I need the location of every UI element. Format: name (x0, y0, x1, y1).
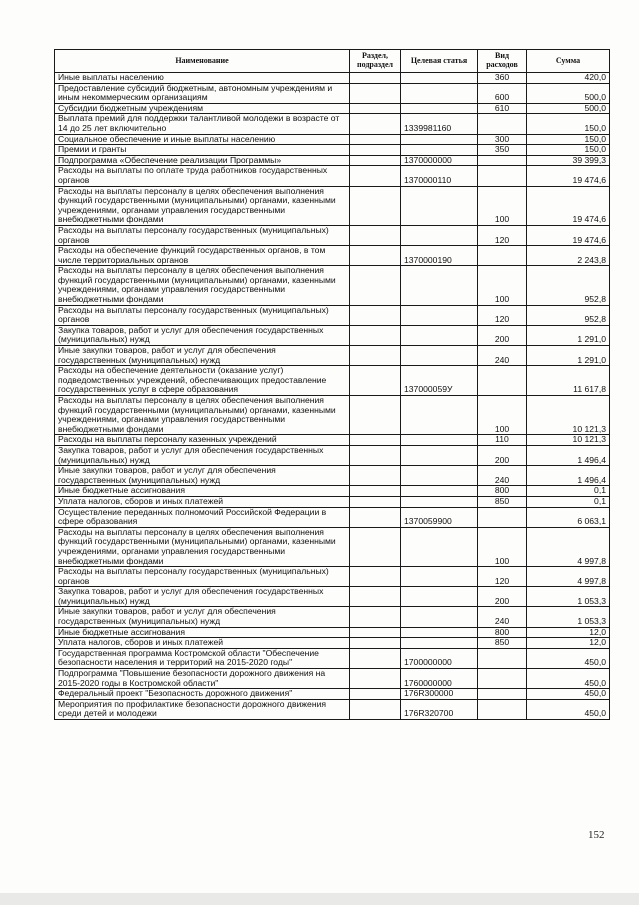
table-row (55, 73, 610, 84)
row-sum-cell: 19 474,6 (527, 166, 610, 186)
row-section-cell (350, 496, 401, 507)
row-section-cell (350, 225, 401, 245)
row-target-cell (401, 567, 478, 587)
row-sum-cell: 19 474,6 (527, 186, 610, 225)
row-type-cell (478, 114, 527, 134)
row-type-cell (478, 689, 527, 700)
row-sum-cell: 4 997,8 (527, 567, 610, 587)
scan-bottom-edge (0, 893, 639, 905)
table-row (55, 396, 610, 435)
row-sum-cell: 150,0 (527, 114, 610, 134)
table-row (55, 366, 610, 396)
row-name-cell: Закупка товаров, работ и услуг для обеспечения государственных (муниципальных) нужд (55, 587, 350, 607)
table-row (55, 155, 610, 166)
row-name-cell: Закупка товаров, работ и услуг для обеспечения государственных (муниципальных) нужд (55, 325, 350, 345)
row-name-cell: Расходы на выплаты персоналу в целях обеспечения выполнения функций государственными (муниципальными) органами, казенными учреждениями, органами управления государственными внебюджетными фондами (55, 527, 350, 566)
table-row (55, 587, 610, 607)
table-header-row (55, 50, 610, 73)
table-row (55, 627, 610, 638)
row-type-cell: 100 (478, 186, 527, 225)
row-section-cell (350, 527, 401, 566)
row-target-cell (401, 186, 478, 225)
row-type-cell: 360 (478, 73, 527, 84)
header-sum: Сумма (527, 50, 610, 73)
row-target-cell (401, 103, 478, 114)
row-section-cell (350, 445, 401, 465)
row-target-cell (401, 225, 478, 245)
row-sum-cell: 0,1 (527, 496, 610, 507)
row-section-cell (350, 155, 401, 166)
row-type-cell: 610 (478, 103, 527, 114)
row-name-cell: Осуществление переданных полномочий Российской Федерации в сфере образования (55, 507, 350, 527)
row-sum-cell: 39 399,3 (527, 155, 610, 166)
row-target-cell: 176R320700 (401, 699, 478, 719)
row-target-cell: 137000059У (401, 366, 478, 396)
row-type-cell: 100 (478, 527, 527, 566)
row-sum-cell: 500,0 (527, 83, 610, 103)
row-sum-cell: 12,0 (527, 638, 610, 649)
table-row (55, 246, 610, 266)
row-type-cell: 120 (478, 225, 527, 245)
row-type-cell: 120 (478, 305, 527, 325)
row-type-cell: 110 (478, 435, 527, 446)
row-section-cell (350, 103, 401, 114)
row-sum-cell: 450,0 (527, 669, 610, 689)
row-section-cell (350, 669, 401, 689)
row-section-cell (350, 166, 401, 186)
row-target-cell (401, 83, 478, 103)
row-type-cell (478, 507, 527, 527)
row-type-cell: 240 (478, 346, 527, 366)
row-sum-cell: 420,0 (527, 73, 610, 84)
row-section-cell (350, 627, 401, 638)
header-section: Раздел, подраздел (350, 50, 401, 73)
table-row (55, 607, 610, 627)
row-type-cell: 200 (478, 445, 527, 465)
row-target-cell (401, 346, 478, 366)
row-name-cell: Субсидии бюджетным учреждениям (55, 103, 350, 114)
row-section-cell (350, 648, 401, 668)
row-sum-cell: 10 121,3 (527, 396, 610, 435)
table-row (55, 638, 610, 649)
row-section-cell (350, 305, 401, 325)
row-sum-cell: 1 496,4 (527, 445, 610, 465)
row-name-cell: Иные закупки товаров, работ и услуг для обеспечения государственных (муниципальных) нужд (55, 346, 350, 366)
row-type-cell (478, 166, 527, 186)
row-name-cell: Расходы на выплаты персоналу государственных (муниципальных) органов (55, 225, 350, 245)
row-name-cell: Иные бюджетные ассигнования (55, 486, 350, 497)
row-sum-cell: 1 053,3 (527, 587, 610, 607)
row-sum-cell: 6 063,1 (527, 507, 610, 527)
row-name-cell: Мероприятия по профилактике безопасности дорожного движения среди детей и молодежи (55, 699, 350, 719)
row-sum-cell: 1 496,4 (527, 466, 610, 486)
table-row (55, 114, 610, 134)
table-row (55, 83, 610, 103)
row-target-cell: 1760000000 (401, 669, 478, 689)
row-name-cell: Расходы на выплаты по оплате труда работников государственных органов (55, 166, 350, 186)
row-name-cell: Подпрограмма «Обеспечение реализации Программы» (55, 155, 350, 166)
row-name-cell: Подпрограмма "Повышение безопасности дорожного движения на 2015-2020 годы в Костромской области" (55, 669, 350, 689)
row-sum-cell: 10 121,3 (527, 435, 610, 446)
row-target-cell (401, 73, 478, 84)
row-name-cell: Государственная программа Костромской области "Обеспечение безопасности населения и территорий на 2015-2020 годы" (55, 648, 350, 668)
row-sum-cell: 4 997,8 (527, 527, 610, 566)
row-section-cell (350, 186, 401, 225)
row-section-cell (350, 466, 401, 486)
row-target-cell (401, 486, 478, 497)
table-body (55, 73, 610, 720)
row-type-cell: 100 (478, 266, 527, 305)
row-type-cell: 800 (478, 486, 527, 497)
row-type-cell: 240 (478, 607, 527, 627)
budget-table (54, 49, 610, 720)
row-target-cell (401, 638, 478, 649)
row-target-cell (401, 607, 478, 627)
row-sum-cell: 500,0 (527, 103, 610, 114)
table-row (55, 186, 610, 225)
row-type-cell: 100 (478, 396, 527, 435)
row-sum-cell: 952,8 (527, 266, 610, 305)
row-sum-cell: 450,0 (527, 689, 610, 700)
header-target: Целевая статья (401, 50, 478, 73)
row-type-cell: 600 (478, 83, 527, 103)
table-row (55, 669, 610, 689)
row-section-cell (350, 435, 401, 446)
row-name-cell: Социальное обеспечение и иные выплаты населению (55, 134, 350, 145)
row-type-cell (478, 246, 527, 266)
table-row (55, 325, 610, 345)
row-name-cell: Выплата премий для поддержки талантливой молодежи в возрасте от 14 до 25 лет включительно (55, 114, 350, 134)
row-name-cell: Уплата налогов, сборов и иных платежей (55, 638, 350, 649)
row-target-cell: 1370000110 (401, 166, 478, 186)
row-name-cell: Расходы на выплаты персоналу в целях обеспечения выполнения функций государственными (муниципальными) органами, казенными учреждениями, органами управления государственными внебюджетными фондами (55, 186, 350, 225)
row-type-cell (478, 366, 527, 396)
row-target-cell (401, 134, 478, 145)
table-row (55, 527, 610, 566)
row-type-cell: 300 (478, 134, 527, 145)
row-type-cell: 850 (478, 638, 527, 649)
table-row (55, 648, 610, 668)
row-target-cell (401, 587, 478, 607)
row-sum-cell: 150,0 (527, 145, 610, 156)
row-target-cell (401, 466, 478, 486)
table-row (55, 445, 610, 465)
row-sum-cell: 450,0 (527, 648, 610, 668)
row-sum-cell: 1 053,3 (527, 607, 610, 627)
row-section-cell (350, 346, 401, 366)
row-target-cell (401, 325, 478, 345)
row-type-cell: 800 (478, 627, 527, 638)
table-row (55, 699, 610, 719)
row-section-cell (350, 266, 401, 305)
page-number: 152 (588, 829, 605, 841)
row-name-cell: Уплата налогов, сборов и иных платежей (55, 496, 350, 507)
row-name-cell: Расходы на обеспечение функций государственных органов, в том числе территориальных органов (55, 246, 350, 266)
table-row (55, 103, 610, 114)
row-target-cell (401, 527, 478, 566)
row-sum-cell: 19 474,6 (527, 225, 610, 245)
row-type-cell (478, 699, 527, 719)
table-row (55, 496, 610, 507)
row-section-cell (350, 587, 401, 607)
table-row (55, 567, 610, 587)
table-row (55, 305, 610, 325)
row-type-cell: 120 (478, 567, 527, 587)
row-name-cell: Расходы на выплаты персоналу казенных учреждений (55, 435, 350, 446)
row-name-cell: Иные закупки товаров, работ и услуг для обеспечения государственных (муниципальных) нужд (55, 607, 350, 627)
row-target-cell (401, 496, 478, 507)
row-section-cell (350, 507, 401, 527)
row-target-cell: 1370000000 (401, 155, 478, 166)
row-target-cell (401, 266, 478, 305)
row-target-cell (401, 396, 478, 435)
row-name-cell: Расходы на выплаты персоналу в целях обеспечения выполнения функций государственными (муниципальными) органами, казенными учреждениями, органами управления государственными внебюджетными фондами (55, 266, 350, 305)
table-row (55, 134, 610, 145)
header-name: Наименование (55, 50, 350, 73)
table-row (55, 486, 610, 497)
row-section-cell (350, 366, 401, 396)
table-row (55, 466, 610, 486)
row-target-cell (401, 445, 478, 465)
row-sum-cell: 450,0 (527, 699, 610, 719)
row-section-cell (350, 145, 401, 156)
row-sum-cell: 1 291,0 (527, 325, 610, 345)
table-row (55, 266, 610, 305)
row-sum-cell: 2 243,8 (527, 246, 610, 266)
table-row (55, 166, 610, 186)
row-section-cell (350, 567, 401, 587)
row-name-cell: Расходы на выплаты персоналу государственных (муниципальных) органов (55, 567, 350, 587)
row-type-cell: 350 (478, 145, 527, 156)
row-section-cell (350, 486, 401, 497)
row-target-cell (401, 305, 478, 325)
row-section-cell (350, 396, 401, 435)
table-row (55, 225, 610, 245)
row-section-cell (350, 246, 401, 266)
row-target-cell: 1370059900 (401, 507, 478, 527)
row-name-cell: Предоставление субсидий бюджетным, автономным учреждениям и иным некоммерческим организациям (55, 83, 350, 103)
row-section-cell (350, 83, 401, 103)
row-section-cell (350, 325, 401, 345)
row-target-cell: 1339981160 (401, 114, 478, 134)
row-sum-cell: 11 617,8 (527, 366, 610, 396)
row-name-cell: Закупка товаров, работ и услуг для обеспечения государственных (муниципальных) нужд (55, 445, 350, 465)
row-sum-cell: 0,1 (527, 486, 610, 497)
row-section-cell (350, 114, 401, 134)
row-type-cell (478, 155, 527, 166)
row-section-cell (350, 607, 401, 627)
row-section-cell (350, 689, 401, 700)
table-row (55, 435, 610, 446)
row-name-cell: Расходы на выплаты персоналу государственных (муниципальных) органов (55, 305, 350, 325)
table-row (55, 689, 610, 700)
row-sum-cell: 1 291,0 (527, 346, 610, 366)
row-target-cell (401, 145, 478, 156)
table-row (55, 346, 610, 366)
row-type-cell: 200 (478, 587, 527, 607)
row-type-cell: 850 (478, 496, 527, 507)
row-section-cell (350, 73, 401, 84)
row-name-cell: Расходы на обеспечение деятельности (оказание услуг) подведомственных учреждений, обеспечивающих предоставление государственных услуг в сфере образования (55, 366, 350, 396)
row-type-cell: 200 (478, 325, 527, 345)
row-target-cell: 1370000190 (401, 246, 478, 266)
header-expense-type: Вид расходов (478, 50, 527, 73)
row-section-cell (350, 134, 401, 145)
row-section-cell (350, 699, 401, 719)
row-sum-cell: 150,0 (527, 134, 610, 145)
row-name-cell: Иные закупки товаров, работ и услуг для обеспечения государственных (муниципальных) нужд (55, 466, 350, 486)
row-type-cell (478, 669, 527, 689)
row-name-cell: Иные выплаты населению (55, 73, 350, 84)
row-sum-cell: 12,0 (527, 627, 610, 638)
row-type-cell (478, 648, 527, 668)
row-name-cell: Иные бюджетные ассигнования (55, 627, 350, 638)
row-target-cell: 176R300000 (401, 689, 478, 700)
row-target-cell: 1700000000 (401, 648, 478, 668)
row-target-cell (401, 627, 478, 638)
row-name-cell: Федеральный проект "Безопасность дорожного движения" (55, 689, 350, 700)
row-type-cell: 240 (478, 466, 527, 486)
row-sum-cell: 952,8 (527, 305, 610, 325)
table-row (55, 145, 610, 156)
table-row (55, 507, 610, 527)
row-name-cell: Расходы на выплаты персоналу в целях обеспечения выполнения функций государственными (муниципальными) органами, казенными учреждениями, органами управления государственными внебюджетными фондами (55, 396, 350, 435)
row-section-cell (350, 638, 401, 649)
row-name-cell: Премии и гранты (55, 145, 350, 156)
row-target-cell (401, 435, 478, 446)
